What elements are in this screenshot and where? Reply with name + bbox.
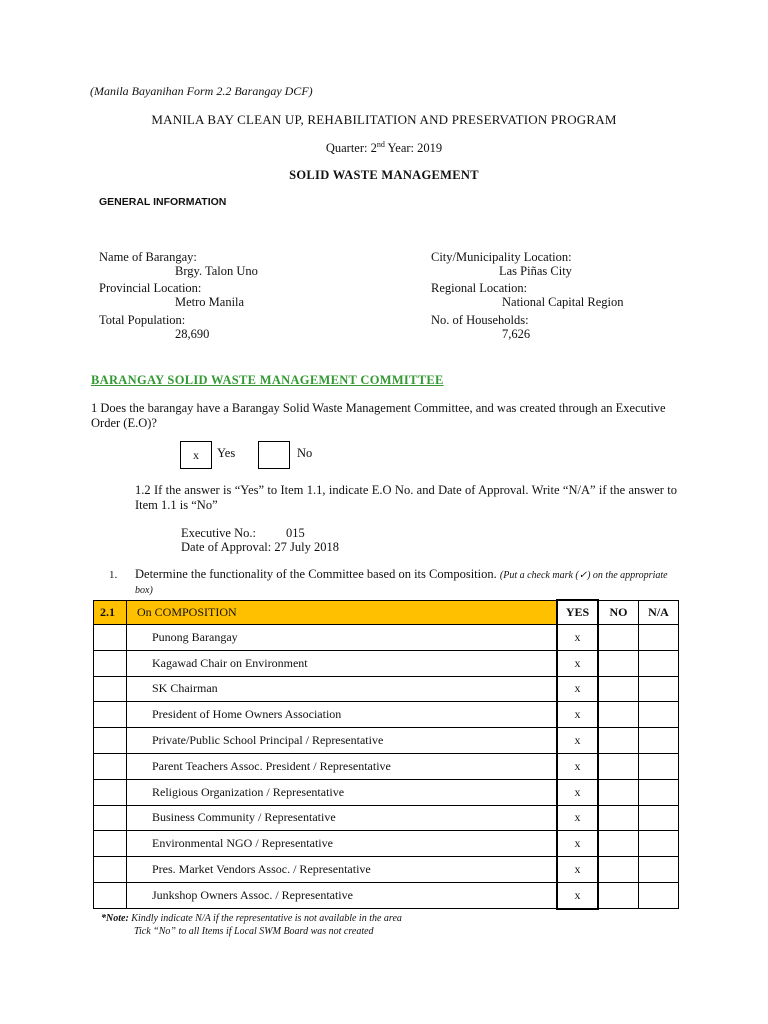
question-1-2: 1.2 If the answer is “Yes” to Item 1.1, indicate E.O No. and Date of Approval. Write “N/A” if the answer to Item 1.1 is “No” [135, 483, 677, 512]
na-cell[interactable] [639, 702, 679, 728]
row-number-cell [94, 882, 127, 908]
table-row [94, 831, 679, 857]
table-header-row [94, 600, 679, 625]
row-number-cell [94, 625, 127, 651]
yes-cell[interactable]: x [557, 728, 598, 754]
barangay-value: Brgy. Talon Uno [175, 264, 258, 278]
table-row [94, 650, 679, 676]
table-row [94, 882, 679, 908]
approval-date: Date of Approval: 27 July 2018 [181, 540, 339, 554]
member-name: Pres. Market Vendors Assoc. / Representative [127, 857, 558, 883]
no-cell[interactable] [598, 882, 639, 908]
member-name: Business Community / Representative [127, 805, 558, 831]
note-line-1 [101, 913, 402, 924]
form-code: (Manila Bayanihan Form 2.2 Barangay DCF) [90, 84, 313, 98]
table-row [94, 857, 679, 883]
member-name: President of Home Owners Association [127, 702, 558, 728]
na-cell[interactable] [639, 728, 679, 754]
column-na: N/A [639, 600, 679, 625]
member-name: Punong Barangay [127, 625, 558, 651]
row-number-cell [94, 831, 127, 857]
no-label: No [297, 446, 313, 460]
row-number-cell [94, 779, 127, 805]
na-cell[interactable] [639, 805, 679, 831]
note-line-2: Tick “No” to all Items if Local SWM Board was not created [134, 926, 374, 937]
yes-cell[interactable]: x [557, 753, 598, 779]
question-2-note: (Put a check mark (✓) on the appropriate box) [135, 570, 668, 596]
province-value: Metro Manila [175, 295, 245, 309]
yes-label: Yes [217, 446, 236, 460]
committee-heading: BARANGAY SOLID WASTE MANAGEMENT COMMITTEE [91, 373, 444, 387]
region-label: Regional Location: [431, 281, 528, 295]
question-2 [135, 568, 677, 597]
yes-cell[interactable]: x [557, 857, 598, 883]
general-info-heading: GENERAL INFORMATION [99, 196, 227, 208]
member-name: Environmental NGO / Representative [127, 831, 558, 857]
quarter-label: Quarter: 2 [325, 141, 377, 156]
yes-cell[interactable]: x [557, 805, 598, 831]
no-cell[interactable] [598, 857, 639, 883]
na-cell[interactable] [639, 831, 679, 857]
no-cell[interactable] [598, 728, 639, 754]
member-name: SK Chairman [127, 676, 558, 702]
yes-checkbox[interactable]: x [180, 441, 212, 469]
composition-table [93, 599, 679, 910]
row-number-cell [94, 753, 127, 779]
na-cell[interactable] [639, 882, 679, 908]
row-number-cell [94, 676, 127, 702]
yes-cell[interactable]: x [557, 625, 598, 651]
table-row [94, 676, 679, 702]
table-row [94, 625, 679, 651]
no-cell[interactable] [598, 805, 639, 831]
no-cell[interactable] [598, 702, 639, 728]
row-number-cell [94, 702, 127, 728]
no-cell[interactable] [598, 650, 639, 676]
barangay-label: Name of Barangay: [99, 250, 197, 264]
table-row [94, 702, 679, 728]
table-row [94, 753, 679, 779]
no-cell[interactable] [598, 753, 639, 779]
eo-label: Executive No.: [181, 526, 256, 540]
no-cell[interactable] [598, 779, 639, 805]
composition-label: On COMPOSITION [127, 600, 558, 625]
population-value: 28,690 [175, 327, 210, 341]
page-title: SOLID WASTE MANAGEMENT [289, 168, 479, 182]
yes-cell[interactable]: x [557, 882, 598, 908]
quarter-year [0, 140, 768, 156]
member-name: Private/Public School Principal / Representative [127, 728, 558, 754]
yes-cell[interactable]: x [557, 676, 598, 702]
population-label: Total Population: [99, 313, 186, 327]
city-label: City/Municipality Location: [431, 250, 572, 264]
na-cell[interactable] [639, 625, 679, 651]
year-label: Year: 2019 [384, 141, 443, 156]
no-checkbox[interactable] [258, 441, 290, 469]
section-number: 2.1 [94, 600, 127, 625]
member-name: Kagawad Chair on Environment [127, 650, 558, 676]
row-number-cell [94, 857, 127, 883]
na-cell[interactable] [639, 779, 679, 805]
question-1: 1 Does the barangay have a Barangay Solid Waste Management Committee, and was created through an Executive Order (E.O)? [91, 401, 666, 430]
na-cell[interactable] [639, 753, 679, 779]
na-cell[interactable] [639, 676, 679, 702]
member-name: Parent Teachers Assoc. President / Representative [127, 753, 558, 779]
member-name: Junkshop Owners Assoc. / Representative [127, 882, 558, 908]
table-row [94, 728, 679, 754]
quarter-suffix: nd [376, 140, 385, 149]
eo-value: 015 [286, 526, 305, 540]
region-value: National Capital Region [502, 295, 624, 309]
yes-cell[interactable]: x [557, 831, 598, 857]
no-cell[interactable] [598, 625, 639, 651]
table-row [94, 779, 679, 805]
question-2-text: Determine the functionality of the Committee based on its Composition. [135, 567, 497, 581]
table-row [94, 805, 679, 831]
yes-cell[interactable]: x [557, 650, 598, 676]
row-number-cell [94, 805, 127, 831]
note-label: *Note: [101, 913, 129, 924]
column-no: NO [598, 600, 639, 625]
na-cell[interactable] [639, 857, 679, 883]
no-cell[interactable] [598, 676, 639, 702]
note-text-1: Kindly indicate N/A if the representative is not available in the area [128, 913, 402, 924]
question-2-number: 1. [109, 569, 118, 581]
column-yes: YES [557, 600, 598, 625]
households-value: 7,626 [502, 327, 531, 341]
yes-cell[interactable]: x [557, 702, 598, 728]
households-label: No. of Households: [431, 313, 529, 327]
province-label: Provincial Location: [99, 281, 202, 295]
member-name: Religious Organization / Representative [127, 779, 558, 805]
program-title: MANILA BAY CLEAN UP, REHABILITATION AND PRESERVATION PROGRAM [151, 112, 617, 127]
na-cell[interactable] [639, 650, 679, 676]
row-number-cell [94, 650, 127, 676]
no-cell[interactable] [598, 831, 639, 857]
city-value: Las Piñas City [499, 264, 572, 278]
yes-cell[interactable]: x [557, 779, 598, 805]
row-number-cell [94, 728, 127, 754]
